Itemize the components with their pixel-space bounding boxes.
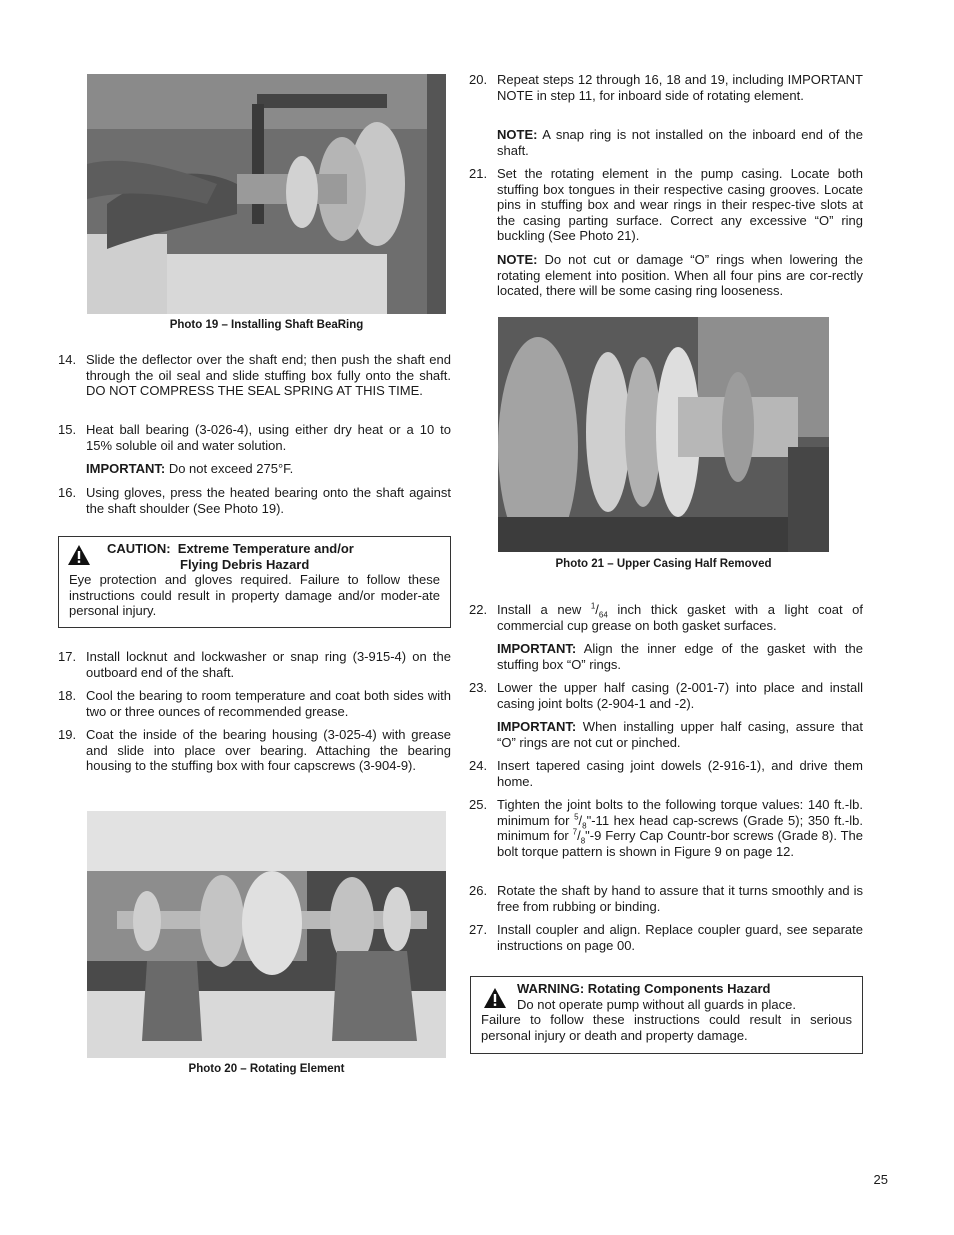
photo-21-caption: Photo 21 – Upper Casing Half Removed — [555, 558, 772, 570]
caution-box — [58, 536, 451, 628]
step-text: Rotate the shaft by hand to assure that it turns smoothly and is free from rubbing or binding. — [497, 883, 863, 914]
note-21 — [497, 252, 863, 299]
step-text-part: Install a new — [497, 602, 591, 617]
photo-21-upper-casing-half-removed — [498, 317, 829, 552]
step-number: 25. — [469, 797, 488, 812]
photo-19-caption: Photo 19 – Installing Shaft BeaRing — [169, 319, 364, 331]
step-text: Insert tapered casing joint dowels (2-916-1), and drive them home. — [497, 758, 863, 789]
fraction-denominator: 64 — [598, 610, 608, 620]
step-number: 16. — [58, 485, 77, 500]
step-text-part: "-9 Ferry Cap Countr-bor screws (Grade 8). The bolt torque pattern is shown in Figure 9 on page 12. — [497, 828, 863, 859]
photo-20-caption: Photo 20 – Rotating Element — [188, 1063, 345, 1075]
step-number: 23. — [469, 680, 488, 695]
caution-title-line2: Flying Debris Hazard — [180, 556, 310, 572]
important-text: Do not exceed 275°F. — [165, 461, 294, 476]
step-15 — [58, 422, 451, 453]
caution-title — [69, 541, 440, 557]
step-16 — [58, 485, 451, 516]
step-text: Set the rotating element in the pump casing. Locate both stuffing box tongues in their respective casing grooves. Locate pins in stuffing box and wear rings in their respec-tive slots at the casing parting surface. Correct any excessive “O” ring buckling (See Photo 21). — [497, 166, 863, 244]
step-22 — [469, 602, 863, 633]
step-text: Lower the upper half casing (2-001-7) into place and install casing joint bolts (2-904-1 and -2). — [497, 680, 863, 711]
photo-20-rotating-element — [87, 811, 446, 1058]
step-text: Repeat steps 12 through 16, 18 and 19, including IMPORTANT NOTE in step 11, for inboard side of rotating element. — [497, 72, 863, 103]
step-text-part: "-11 hex head cap-screws (Grade 5); 350 ft.-lb. minimum for — [497, 812, 863, 844]
step-number: 26. — [469, 883, 488, 898]
note-label: NOTE: — [497, 127, 538, 142]
step-number: 15. — [58, 422, 77, 437]
step-21 — [469, 166, 863, 244]
step-20 — [469, 72, 863, 103]
important-label: IMPORTANT: — [86, 461, 166, 476]
step-text: Install locknut and lockwasher or snap ring (3-915-4) on the outboard end of the shaft. — [86, 649, 451, 680]
important-label: IMPORTANT: — [497, 719, 577, 734]
step-text: Using gloves, press the heated bearing onto the shaft against the shaft shoulder (See Photo 19). — [86, 485, 451, 516]
step-text: Heat ball bearing (3-026-4), using either dry heat or a 10 to 15% soluble oil and water solution. — [86, 422, 451, 453]
caution-label: CAUTION: — [107, 541, 171, 556]
step-number: 18. — [58, 688, 77, 703]
step-27 — [469, 922, 863, 953]
step-text: Slide the deflector over the shaft end; then push the shaft end through the oil seal and slide stuffing box fully onto the shaft. DO NOT COMPRESS THE SEAL SPRING AT THIS TIME. — [86, 352, 451, 399]
warning-triangle-icon — [483, 987, 507, 1009]
fraction-denominator: 8 — [582, 821, 587, 831]
step-17 — [58, 649, 451, 680]
step-text: Coat the inside of the bearing housing (3-025-4) with grease and slide into place over bearing. Attaching the bearing housing to the stuffing box with four capscrews (3-904-9). — [86, 727, 451, 774]
fraction-numerator: 5 — [574, 812, 579, 822]
step-number: 22. — [469, 602, 488, 617]
step-19 — [58, 727, 451, 774]
warning-triangle-icon — [67, 544, 91, 566]
important-label: IMPORTANT: — [497, 641, 577, 656]
step-number: 17. — [58, 649, 77, 664]
important-note-22 — [497, 641, 863, 672]
step-23 — [469, 680, 863, 711]
fraction-denominator: 8 — [580, 836, 586, 846]
step-text-part: Tighten the joint bolts to the following torque values: 140 ft.-lb. minimum for — [497, 797, 863, 828]
step-18 — [58, 688, 451, 719]
warning-body-first: Do not operate pump without all guards in place. — [517, 996, 796, 1012]
step-25 — [469, 797, 863, 859]
step-text: Tighten the joint bolts to the following torque values: 140 ft.-lb. minimum for $^5/_8"-11$ hex head cap-screws (Grade 5); 350 ft.-lb. minimum for $^7/_8"-9$ Ferry Cap Countr-bor screws (Grade 8). The bolt torque pattern is shown in Figure 9 on page 12. — [497, 797, 863, 859]
step-text: Cool the bearing to room temperature and coat both sides with two or three ounces of recommended grease. — [86, 688, 451, 719]
warning-title: WARNING: Rotating Components Hazard — [517, 981, 771, 996]
step-text-part: inch thick gasket with a light coat of commercial cup grease on both gasket surfaces. — [497, 602, 863, 633]
important-note-15 — [86, 461, 451, 477]
caution-title-line1: Extreme Temperature and/or — [177, 541, 354, 556]
step-number: 27. — [469, 922, 488, 937]
photo-19-installing-shaft-bearing — [87, 74, 446, 314]
step-26 — [469, 883, 863, 914]
step-number: 24. — [469, 758, 488, 773]
step-number: 19. — [58, 727, 77, 742]
important-note-23 — [497, 719, 863, 750]
important-text: When installing upper half casing, assure that “O” rings are not cut or pinched. — [497, 719, 863, 750]
important-text: Align the inner edge of the gasket with the stuffing box “O” rings. — [497, 641, 863, 672]
warning-body — [481, 997, 852, 1044]
warning-body-rest: Failure to follow these instructions could result in serious personal injury or death and property damage. — [481, 1012, 852, 1043]
step-number: 14. — [58, 352, 77, 367]
note-text: A snap ring is not installed on the inboard end of the shaft. — [497, 127, 863, 158]
caution-body: Eye protection and gloves required. Failure to follow these instructions could result in property damage and/or moder-ate personal injury. — [69, 572, 440, 619]
step-14 — [58, 352, 451, 399]
note-text: Do not cut or damage “O” rings when lowering the rotating element into position. When all four pins are cor-rectly located, there will be some casing ring looseness. — [497, 252, 863, 299]
page-number: 25 — [873, 1172, 888, 1187]
step-text: Install coupler and align. Replace coupler guard, see separate instructions on page 00. — [497, 922, 863, 953]
note-label: NOTE: — [497, 252, 538, 267]
note-20 — [497, 127, 863, 158]
step-24 — [469, 758, 863, 789]
step-number: 21. — [469, 166, 488, 181]
step-number: 20. — [469, 72, 488, 87]
fraction-numerator: 1 — [590, 601, 596, 611]
step-text: Install a new $^1/_{64}$ inch thick gasket with a light coat of commercial cup grease on both gasket surfaces. — [497, 601, 863, 633]
warning-box — [470, 976, 863, 1054]
fraction-numerator: 7 — [572, 827, 578, 837]
